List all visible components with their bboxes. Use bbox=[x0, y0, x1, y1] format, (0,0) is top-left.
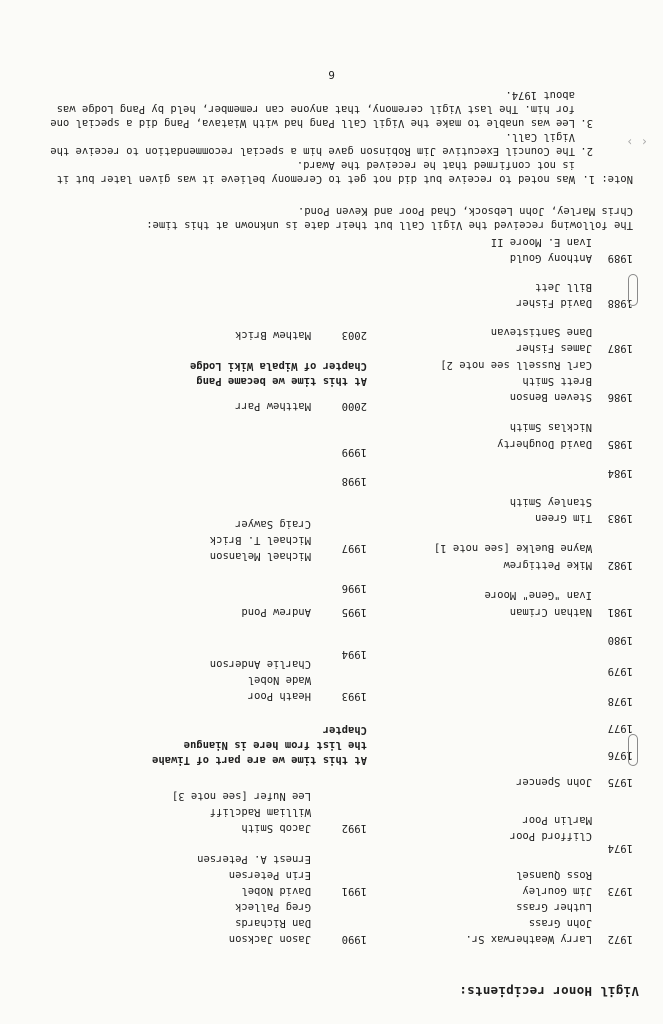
recipient-name: Jim Gourley bbox=[522, 885, 592, 897]
notes-label: Note: bbox=[601, 173, 633, 185]
callout-line: Chapter of Wipala Wiki Lodge bbox=[189, 360, 367, 372]
recipient-name: Mathew Brick bbox=[235, 329, 311, 341]
year-label: 1973 bbox=[607, 885, 633, 897]
year-label: 1986 bbox=[607, 391, 633, 403]
year-label: 1999 bbox=[341, 446, 367, 458]
recipient-name: Lee Nufer [see note 3] bbox=[171, 790, 311, 802]
year-label: 1977 bbox=[607, 722, 633, 734]
year-label: 1994 bbox=[341, 648, 367, 660]
recipient-name: Bill Jett bbox=[535, 281, 592, 293]
year-label: 1991 bbox=[341, 885, 367, 897]
recipient-name: Jason Jackson bbox=[228, 933, 311, 945]
recipient-name: Nathan Criman bbox=[509, 606, 592, 618]
note-item bbox=[43, 158, 633, 186]
recipient-name: Marlin Poor bbox=[522, 814, 592, 826]
recipient-name: Wayne Buelke [see note 1] bbox=[433, 542, 592, 554]
recipient-name: Jacob Smith bbox=[241, 822, 311, 834]
recipient-name: Heath Poor bbox=[247, 690, 311, 702]
recipient-name: Michael T. Brick bbox=[209, 534, 311, 546]
year-label: 1974 bbox=[607, 842, 633, 854]
recipient-name: Tim Green bbox=[535, 512, 592, 524]
year-label: 1992 bbox=[341, 822, 367, 834]
recipient-name: Andrew Pond bbox=[241, 606, 311, 618]
recipient-name: Erin Petersen bbox=[228, 869, 311, 881]
recipient-name: David Fisher bbox=[516, 297, 592, 309]
recipient-name: Anthony Gould bbox=[509, 252, 592, 264]
recipient-name: Wade Nobel bbox=[247, 674, 311, 686]
page-title: Vigil Honor recipients: bbox=[459, 984, 639, 999]
year-label: 1985 bbox=[607, 438, 633, 450]
callout-line: the list from here is Niangue bbox=[183, 739, 367, 751]
recipient-name: David Dougherty bbox=[497, 438, 592, 450]
recipient-name: James Fisher bbox=[516, 342, 592, 354]
note-number: 1. bbox=[582, 173, 596, 185]
year-label: 1983 bbox=[607, 512, 633, 524]
recipient-name: John Spencer bbox=[516, 776, 592, 788]
year-label: 1975 bbox=[607, 776, 633, 788]
recipient-name: Ivan "Gene" Moore bbox=[484, 589, 592, 601]
year-label: 1997 bbox=[341, 542, 367, 554]
recipient-name: William Radcliff bbox=[209, 806, 311, 818]
staple-mark bbox=[628, 734, 638, 766]
note-number: 2. bbox=[580, 145, 593, 157]
year-label: 1988 bbox=[607, 297, 633, 309]
note-item bbox=[43, 130, 633, 158]
staple-mark bbox=[628, 274, 638, 306]
recipient-name: Larry Weatherwax Sr. bbox=[465, 933, 592, 945]
note-number: 3. bbox=[580, 117, 593, 129]
notes-section bbox=[43, 88, 633, 186]
year-label: 1996 bbox=[341, 582, 367, 594]
recipient-name: Dane Santistevan bbox=[490, 326, 592, 338]
year-label: 1981 bbox=[607, 606, 633, 618]
unknown-date-paragraph bbox=[43, 204, 633, 232]
year-label: 1980 bbox=[607, 634, 633, 646]
recipient-name: Luther Grass bbox=[516, 901, 592, 913]
year-label: 1984 bbox=[607, 467, 633, 479]
recipient-name: Charlie Anderson bbox=[209, 658, 311, 670]
recipient-name: Stanley Smith bbox=[509, 496, 592, 508]
note-item bbox=[43, 88, 633, 130]
year-label: 2000 bbox=[341, 400, 367, 412]
pencil-mark: ‹ › bbox=[626, 135, 648, 149]
recipient-name: Greg Palleck bbox=[235, 901, 311, 913]
callout-line: At this time we are part of Tiwahe bbox=[152, 754, 367, 766]
recipient-name: Carl Russell see note 2] bbox=[440, 359, 592, 371]
year-label: 1976 bbox=[607, 749, 633, 761]
recipient-name: Clifford Poor bbox=[509, 830, 592, 842]
unknown-date-intro: The following received the Vigil Call but their date is unknown at this time: bbox=[146, 219, 633, 231]
recipient-name: Ivan E. Moore II bbox=[490, 236, 592, 248]
note-text: Was noted to receive but did not get to Ceremony believe it was given later but it is not confirmed that he received the Award. bbox=[56, 159, 575, 185]
year-label: 1995 bbox=[341, 606, 367, 618]
recipient-name: Matthew Parr bbox=[235, 400, 311, 412]
year-label: 2003 bbox=[341, 329, 367, 341]
note-text: Lee was unable to make the Vigil Call Pang had with Wiatava, Pang did a special one for him. The last Vigil ceremony, that anyone can remember, held by Pang Lodge was about 1974. bbox=[50, 89, 575, 129]
year-label: 1987 bbox=[607, 342, 633, 354]
page-number: 6 bbox=[328, 68, 335, 81]
callout-line: Chapter bbox=[322, 724, 367, 736]
callout-line: At this time we became Pang bbox=[196, 375, 367, 387]
unknown-date-names: Chris Marley, John Lebsock, Chad Poor and Keven Pond. bbox=[297, 205, 633, 217]
year-label: 1972 bbox=[607, 933, 633, 945]
recipient-name: Steven Benson bbox=[509, 391, 592, 403]
recipient-name: Nicklas Smith bbox=[509, 421, 592, 433]
recipient-name: Brett Smith bbox=[522, 375, 592, 387]
recipient-name: Michael Melanson bbox=[209, 550, 311, 562]
year-label: 1998 bbox=[341, 475, 367, 487]
year-label: 1979 bbox=[607, 665, 633, 677]
recipient-name: Ross Quansel bbox=[516, 869, 592, 881]
year-label: 1989 bbox=[607, 252, 633, 264]
recipient-name: Craig Sawyer bbox=[235, 518, 311, 530]
recipient-name: John Grass bbox=[528, 917, 592, 929]
year-label: 1982 bbox=[607, 559, 633, 571]
year-label: 1993 bbox=[341, 690, 367, 702]
note-text: The Council Executive Jim Robinson gave him a special recommendation to receive the Vigil Call. bbox=[50, 131, 575, 157]
year-label: 1990 bbox=[341, 933, 367, 945]
recipient-name: Ernest A. Petersen bbox=[197, 853, 311, 865]
recipient-name: David Nobel bbox=[241, 885, 311, 897]
year-label: 1978 bbox=[607, 695, 633, 707]
recipient-name: Mike Pettigrew bbox=[503, 559, 592, 571]
recipient-name: Dan Richards bbox=[235, 917, 311, 929]
